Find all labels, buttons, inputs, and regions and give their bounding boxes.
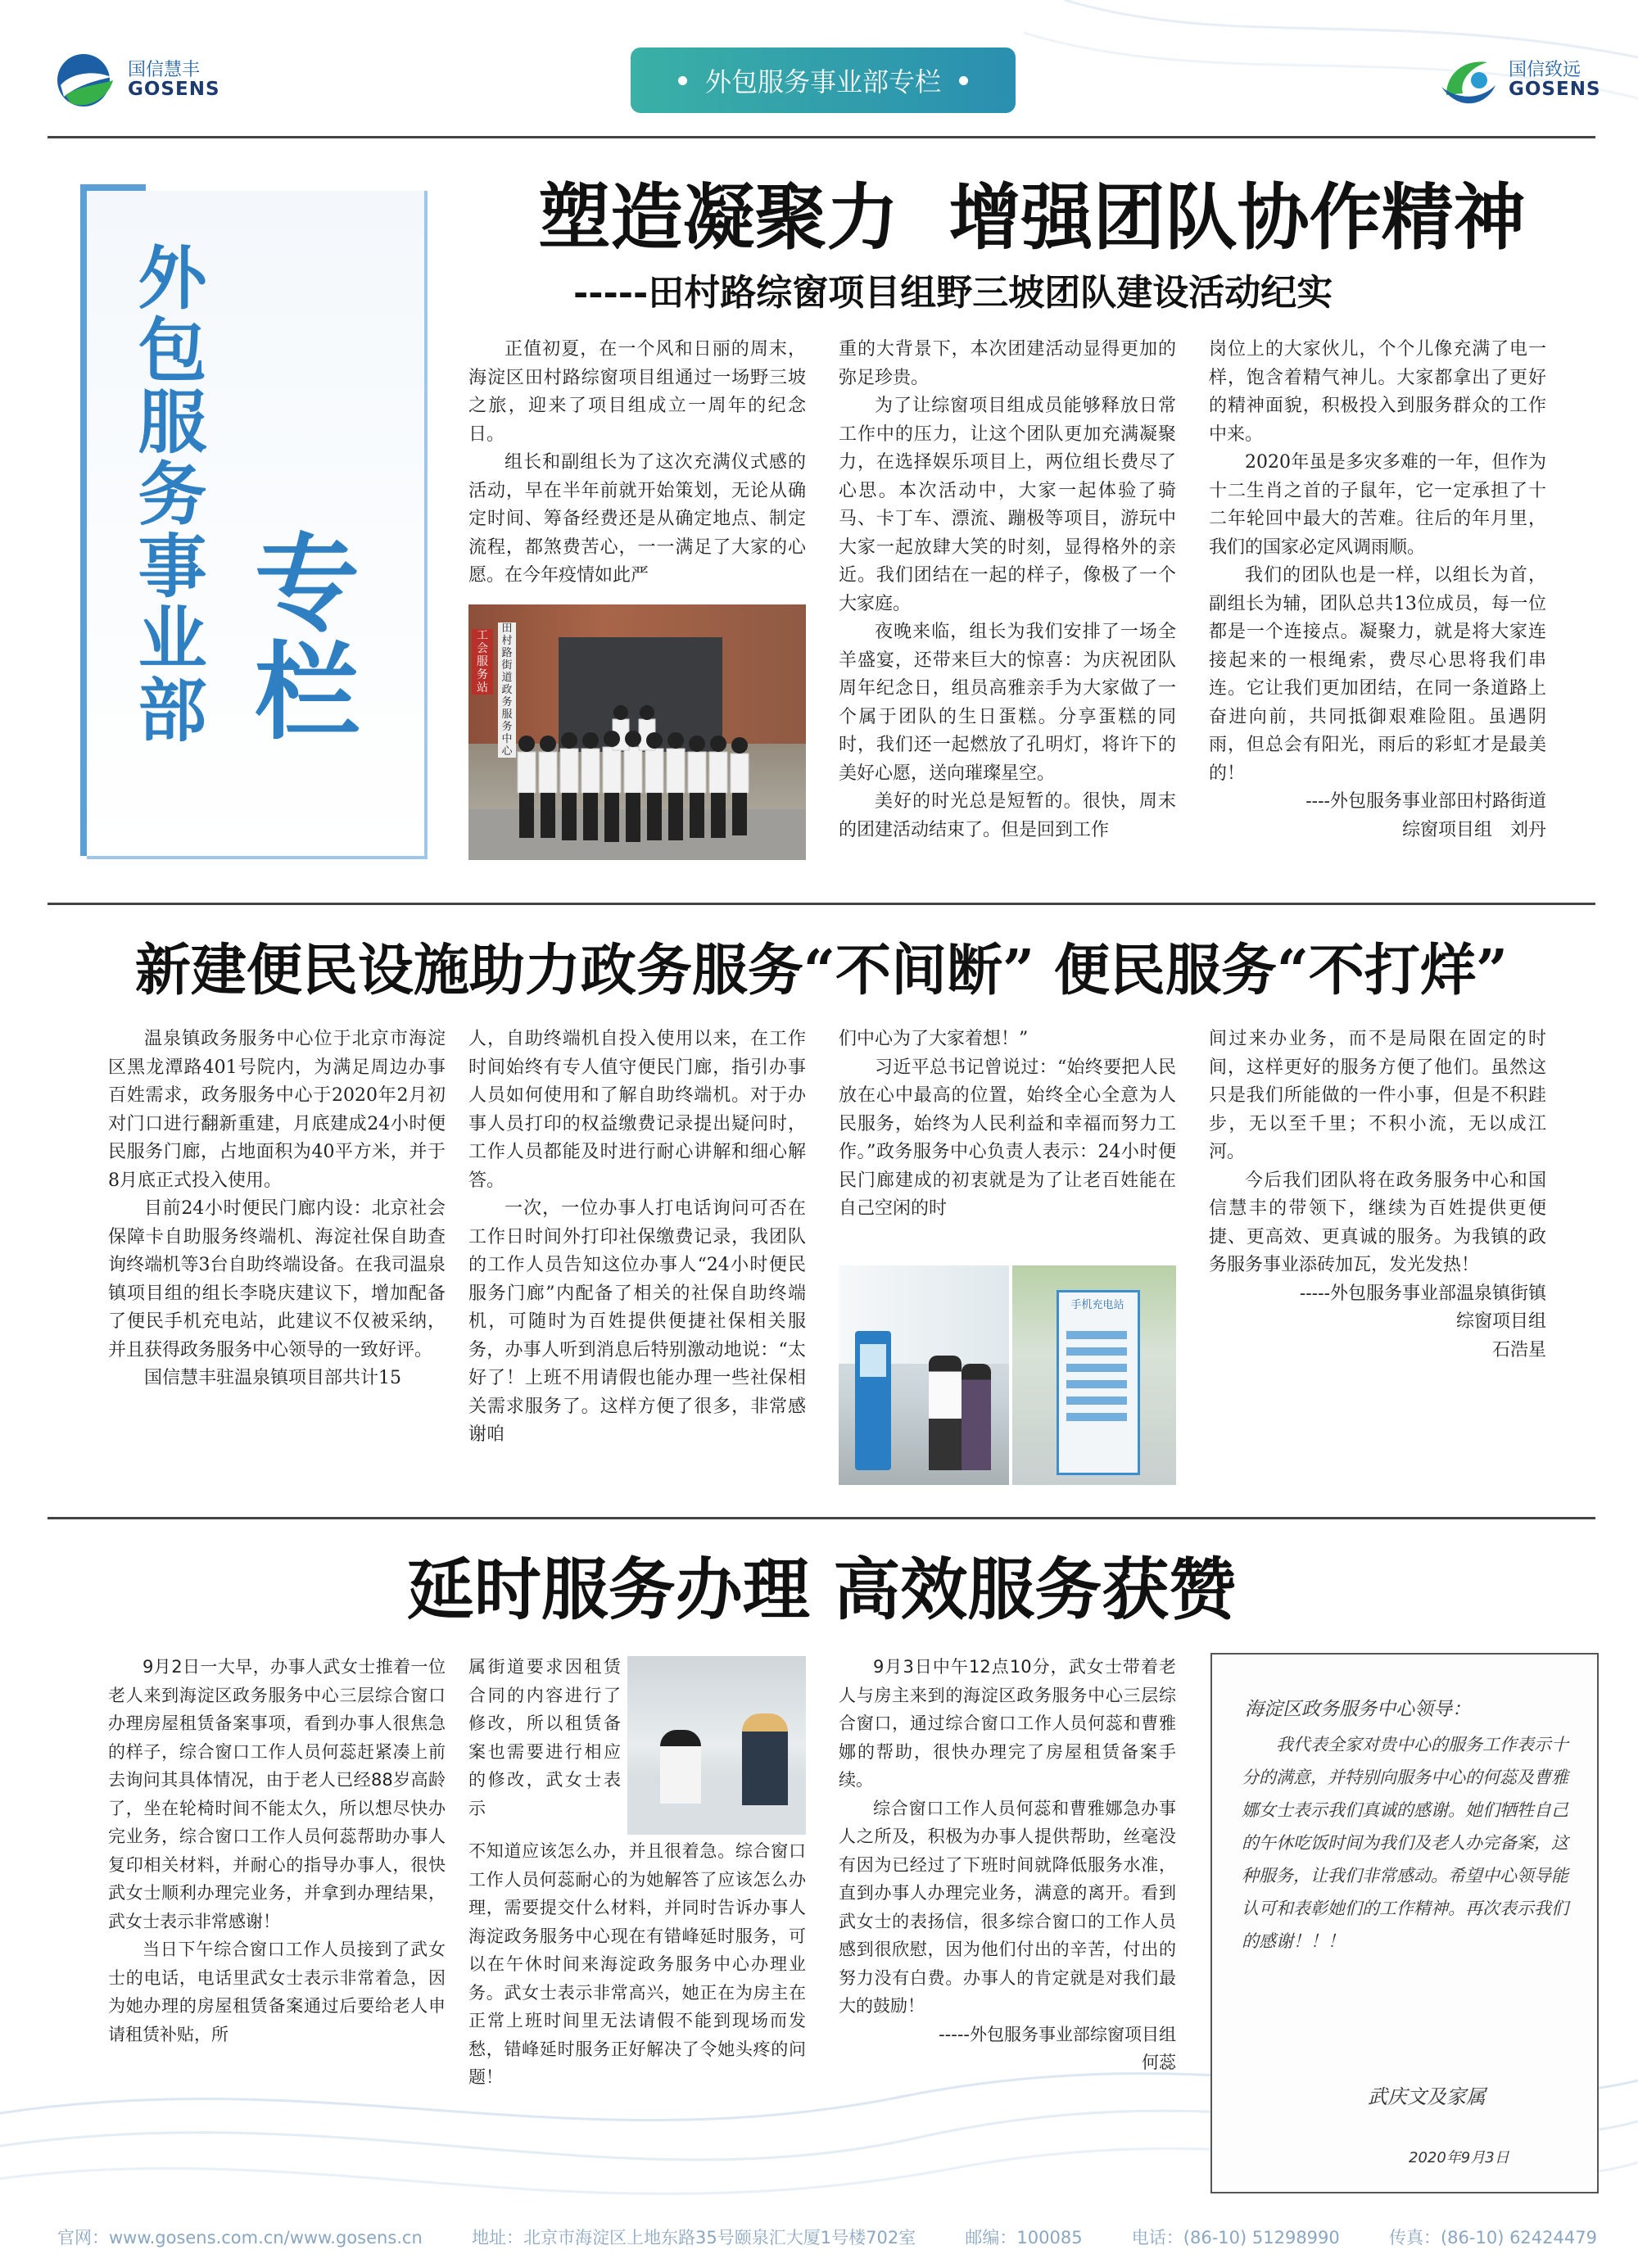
column-sidebar (80, 184, 424, 856)
team-members (468, 695, 806, 850)
paragraph: 今后我们团队将在政务服务中心和国信慧丰的带领下，继续为百姓提供更便捷、更高效、更真诚的服务。为我镇的政务服务事业添砖加瓦，发光发热！ (1209, 1170, 1546, 1275)
paragraph: 们中心为了大家着想！” (839, 1029, 1029, 1049)
article2-signature-line3: 石浩星 (1491, 1339, 1546, 1360)
article2-title: 新建便民设施助力政务服务“不间断” 便民服务“不打烊” (134, 938, 1509, 1003)
staff-figure (929, 1356, 962, 1470)
sidebar-title-line2: 专栏 (237, 528, 359, 745)
article2-col2 (468, 1025, 806, 1450)
article1-col2 (839, 336, 1176, 844)
logo-right (1430, 48, 1601, 113)
logo-right-en: GOSENS (1509, 79, 1601, 101)
self-service-terminal-photo (839, 1265, 1009, 1485)
team-photo (468, 604, 806, 860)
sidebar-bracket-top (80, 184, 146, 191)
service-counter-photo (627, 1656, 806, 1835)
logo-right-cn: 国信致远 (1509, 60, 1581, 81)
article3-col1 (108, 1653, 446, 2048)
paragraph: 正值初夏，在一个风和日丽的周末，海淀区田村路综窗项目组通过一场野三坡之旅，迎来了项目组成立一周年的纪念日。 (468, 339, 806, 445)
charging-sign: 手机充电站 (1070, 1299, 1124, 1311)
article3-col2-bottom (468, 1837, 806, 2092)
paragraph: 间过来办业务，而不是局限在固定的时间，这样更好的服务方便了他们。虽然这只是我们所能做的一件小事，但是不积跬步，无以至千里；不积小流，无以成江河。 (1209, 1029, 1546, 1162)
paragraph: 综合窗口工作人员何蕊和曹雅娜急办事人之所及，积极为办事人提供帮助，丝毫没有因为已经过了下班时间就降低服务水准，直到办事人办理完业务，满意的离开。看到武女士的表扬信，很多综合窗口的工作人员感到很欣慰，因为他们付出的辛苦，付出的努力没有白费。办事人的肯定就是对我们最大的鼓励！ (839, 1798, 1176, 2016)
paragraph: 我们的团队也是一样，以组长为首，副组长为辅，团队总共13位成员，每一位都是一个连接点。凝聚力，就是将大家连接起来的一根绳索，费尽心思将我们串连。它让我们更加团结，在同一条道路上奋进向前，共同抵御艰难险阻。虽遇阴雨，但总会有阳光，雨后的彩虹才是最美的！ (1209, 565, 1546, 784)
paragraph: 一次，一位办事人打电话询问可否在工作日时间外打印社保缴费记录，我团队的工作人员告知这位办事人“24小时便民服务门廊”内配备了相关的社保自助终端机，可随时为百姓提供便捷社保相关服务，办事人听到消息后特别激动地说：“太好了！上班不用请假也能办理一些社保相关需求服务了。这样方便了很多，非常感谢咱 (468, 1198, 806, 1445)
letter-date: 2020年9月3日 (1409, 2149, 1509, 2166)
section-rule-2 (48, 1517, 1595, 1519)
column-label-badge (631, 48, 1016, 113)
gosens-zhiyuan-logo-icon (1430, 48, 1505, 113)
article3-col3 (839, 1653, 1176, 2077)
article3-col2-top (468, 1653, 621, 1822)
paragraph: 属街道要求因租赁合同的内容进行了修改，所以租赁备案也需要进行相应的修改，武女士表示 (468, 1657, 621, 1818)
article2-signature-line2: 综窗项目组 (1455, 1311, 1546, 1332)
thank-you-letter (1210, 1653, 1599, 2193)
paragraph: 9月2日一大早，办事人武女士推着一位老人来到海淀区政务服务中心三层综合窗口办理房屋租赁备案事项，看到办事人很焦急的样子，综合窗口工作人员何蕊赶紧凑上前去询问其具体情况，由于老人已经88岁高龄了，坐在轮椅时间不能太久，所以想尽快办完业务，综合窗口工作人员何蕊帮助办事人复印相关材料，并耐心的指导办事人，很快武女士顺利办理完业务，并拿到办理结果，武女士表示非常感谢！ (108, 1657, 446, 1931)
article2-signature-line1: -----外包服务事业部温泉镇街镇 (1299, 1283, 1546, 1304)
article1-col3 (1209, 336, 1546, 844)
header-rule (48, 136, 1595, 138)
footer-postcode: 邮编：100085 (965, 2228, 1083, 2248)
logo-left (48, 48, 220, 113)
paragraph: 当日下午综合窗口工作人员接到了武女士的电话，电话里武女士表示非常着急，因为她办理的房屋租赁备案通过后要给老人申请租赁补贴，所 (108, 1940, 446, 2044)
charging-station-photo (1012, 1265, 1176, 1485)
paragraph: 夜晚来临，组长为我们安排了一场全羊盛宴，还带来巨大的惊喜：为庆祝团队周年纪念日，组员高雅亲手为大家做了一个属于团队的生日蛋糕。分享蛋糕的同时，我们还一起燃放了孔明灯，将许下的美好心愿，送向璀璨星空。 (839, 622, 1176, 784)
letter-salutation: 海淀区政务服务中心领导： (1245, 1699, 1471, 1720)
photo-sign-2: 田村路街道政务服务中心 (498, 622, 516, 758)
footer (57, 2225, 1597, 2249)
article2-col3 (839, 1025, 1176, 1224)
article3-title: 延时服务办理 高效服务获赞 (406, 1550, 1237, 1629)
footer-fax: 传真：(86-10) 62424479 (1388, 2228, 1597, 2248)
paragraph: 2020年虽是多灾多难的一年，但作为十二生肖之首的子鼠年，它一定承担了十二年轮回中最大的苦难。往后的年月里，我们的国家必定风调雨顺。 (1209, 452, 1546, 558)
paragraph: 岗位上的大家伙儿，个个儿像充满了电一样，饱含着精气神儿。大家都拿出了更好的精神面貌，积极投入到服务群众的工作中来。 (1209, 339, 1546, 445)
paragraph: 不知道应该怎么办，并且很着急。综合窗口工作人员何蕊耐心的为她解答了应该怎么办理，需要提交什么材料，并同时告诉办事人海淀政务服务中心现在有错峰延时服务，可以在午休时间来海淀政务服务中心办理业务。武女士表示非常高兴，她正在为房主在正常上班时间里无法请假不能到现场而发愁，错峰延时服务正好解决了令她头疼的问题！ (468, 1841, 806, 2087)
paragraph: 目前24小时便民门廊内设：北京社会保障卡自助服务终端机、海淀社保自助查询终端机等3台自助终端设备。在我司温泉镇项目组的组长李晓庆建议下，增加配备了便民手机充电站，此建议不仅被采纳，并且获得政务服务中心领导的一致好评。 (108, 1198, 446, 1360)
dot-icon (678, 76, 687, 85)
footer-address: 地址：北京市海淀区上地东路35号颐泉汇大厦1号楼702室 (472, 2228, 916, 2248)
paragraph: 美好的时光总是短暂的。很快，周末的团建活动结束了。但是回到工作 (839, 791, 1176, 840)
visitor-at-counter (742, 1713, 788, 1805)
paragraph: 重的大背景下，本次团建活动显得更加的弥足珍贵。 (839, 339, 1176, 388)
logo-left-cn: 国信慧丰 (128, 60, 201, 81)
article2-col1 (108, 1025, 446, 1393)
article1-title: 塑造凝聚力 增强团队协作精神 (538, 174, 1526, 260)
footer-phone: 电话：(86-10) 51298990 (1131, 2228, 1340, 2248)
photo-sign-1: 工会服务站 (472, 629, 493, 695)
staff-at-counter (660, 1730, 701, 1804)
sidebar-bracket (80, 184, 87, 856)
paragraph: 国信慧丰驻温泉镇项目部共计15 (144, 1368, 401, 1388)
paragraph: 温泉镇政务服务中心位于北京市海淀区黑龙潭路401号院内，为满足周边办事百姓需求，政务服务中心于2020年2月初对门口进行翻新重建，月底建成24小时便民服务门廊，占地面积为40平方米，并于8月底正式投入使用。 (108, 1029, 446, 1191)
article1-signature-line2: 综窗项目组 刘丹 (1401, 819, 1546, 840)
paragraph: 组长和副组长为了这次充满仪式感的活动，早在半年前就开始策划，无论从确定时间、筹备经费还是从确定地点、制定流程，都煞费苦心，一一满足了大家的心愿。在今年疫情如此严 (468, 452, 806, 586)
letter-signer: 武庆文及家属 (1368, 2085, 1486, 2108)
article2-col4 (1209, 1025, 1546, 1365)
section-rule-1 (48, 903, 1595, 905)
column-label: 外包服务事业部专栏 (704, 66, 941, 97)
terminal-screen (860, 1344, 886, 1377)
footer-website: 官网：www.gosens.com.cn/www.gosens.cn (57, 2228, 423, 2248)
sidebar-title-line1: 外包服务事业部 (127, 242, 207, 746)
phone-slots (1066, 1331, 1127, 1429)
article1-subtitle: -----田村路综窗项目组野三坡团队建设活动纪实 (573, 272, 1333, 314)
paragraph: 9月3日中午12点10分，武女士带着老人与房主来到的海淀区政务服务中心三层综合窗口，通过综合窗口工作人员何蕊和曹雅娜的帮助，很快办理完了房屋租赁备案手续。 (839, 1657, 1176, 1790)
article3-signature-line1: -----外包服务事业部综窗项目组 (939, 2024, 1176, 2044)
paragraph: 人，自助终端机自投入使用以来，在工作时间始终有专人值守便民门廊，指引办事人员如何使用和了解自助终端机。对于办事人员打印的权益缴费记录提出疑问时，工作人员都能及时进行耐心讲解和细心解答。 (468, 1029, 806, 1191)
article1-col1 (468, 336, 806, 591)
logo-left-en: GOSENS (128, 79, 220, 101)
paragraph: 为了让综窗项目组成员能够释放日常工作中的压力，让这个团队更加充满凝聚力，在选择娱乐项目上，两位组长费尽了心思。本次活动中，大家一起体验了骑马、卡丁车、漂流、蹦极等项目，游玩中大家一起放肆大笑的时刻，显得格外的亲近。我们团结在一起的样子，像极了一个大家庭。 (839, 396, 1176, 614)
article3-signature-line2: 何蕊 (1142, 2053, 1176, 2072)
visitor-figure (962, 1364, 991, 1470)
letter-body: 我代表全家对贵中心的服务工作表示十分的满意，并特别向服务中心的何蕊及曹雅娜女士表示我们真诚的感谢。她们牺牲自己的午休吃饭时间为我们及老人办完备案，这种服务，让我们非常感动。希望中心领导能认可和表彰她们的工作精神。再次表示我们的感谢！！！ (1242, 1735, 1568, 1951)
dot-icon (959, 76, 968, 85)
gosens-logo-icon (48, 48, 123, 113)
paragraph: 习近平总书记曾说过：“始终要把人民放在心中最高的位置，始终全心全意为人民服务，始终为人民利益和幸福而努力工作。”政务服务中心负责人表示：24小时便民门廊建成的初衷就是为了让老百姓能在自己空闲的时 (839, 1057, 1176, 1219)
article1-signature-line1: ----外包服务事业部田村路街道 (1305, 791, 1546, 812)
